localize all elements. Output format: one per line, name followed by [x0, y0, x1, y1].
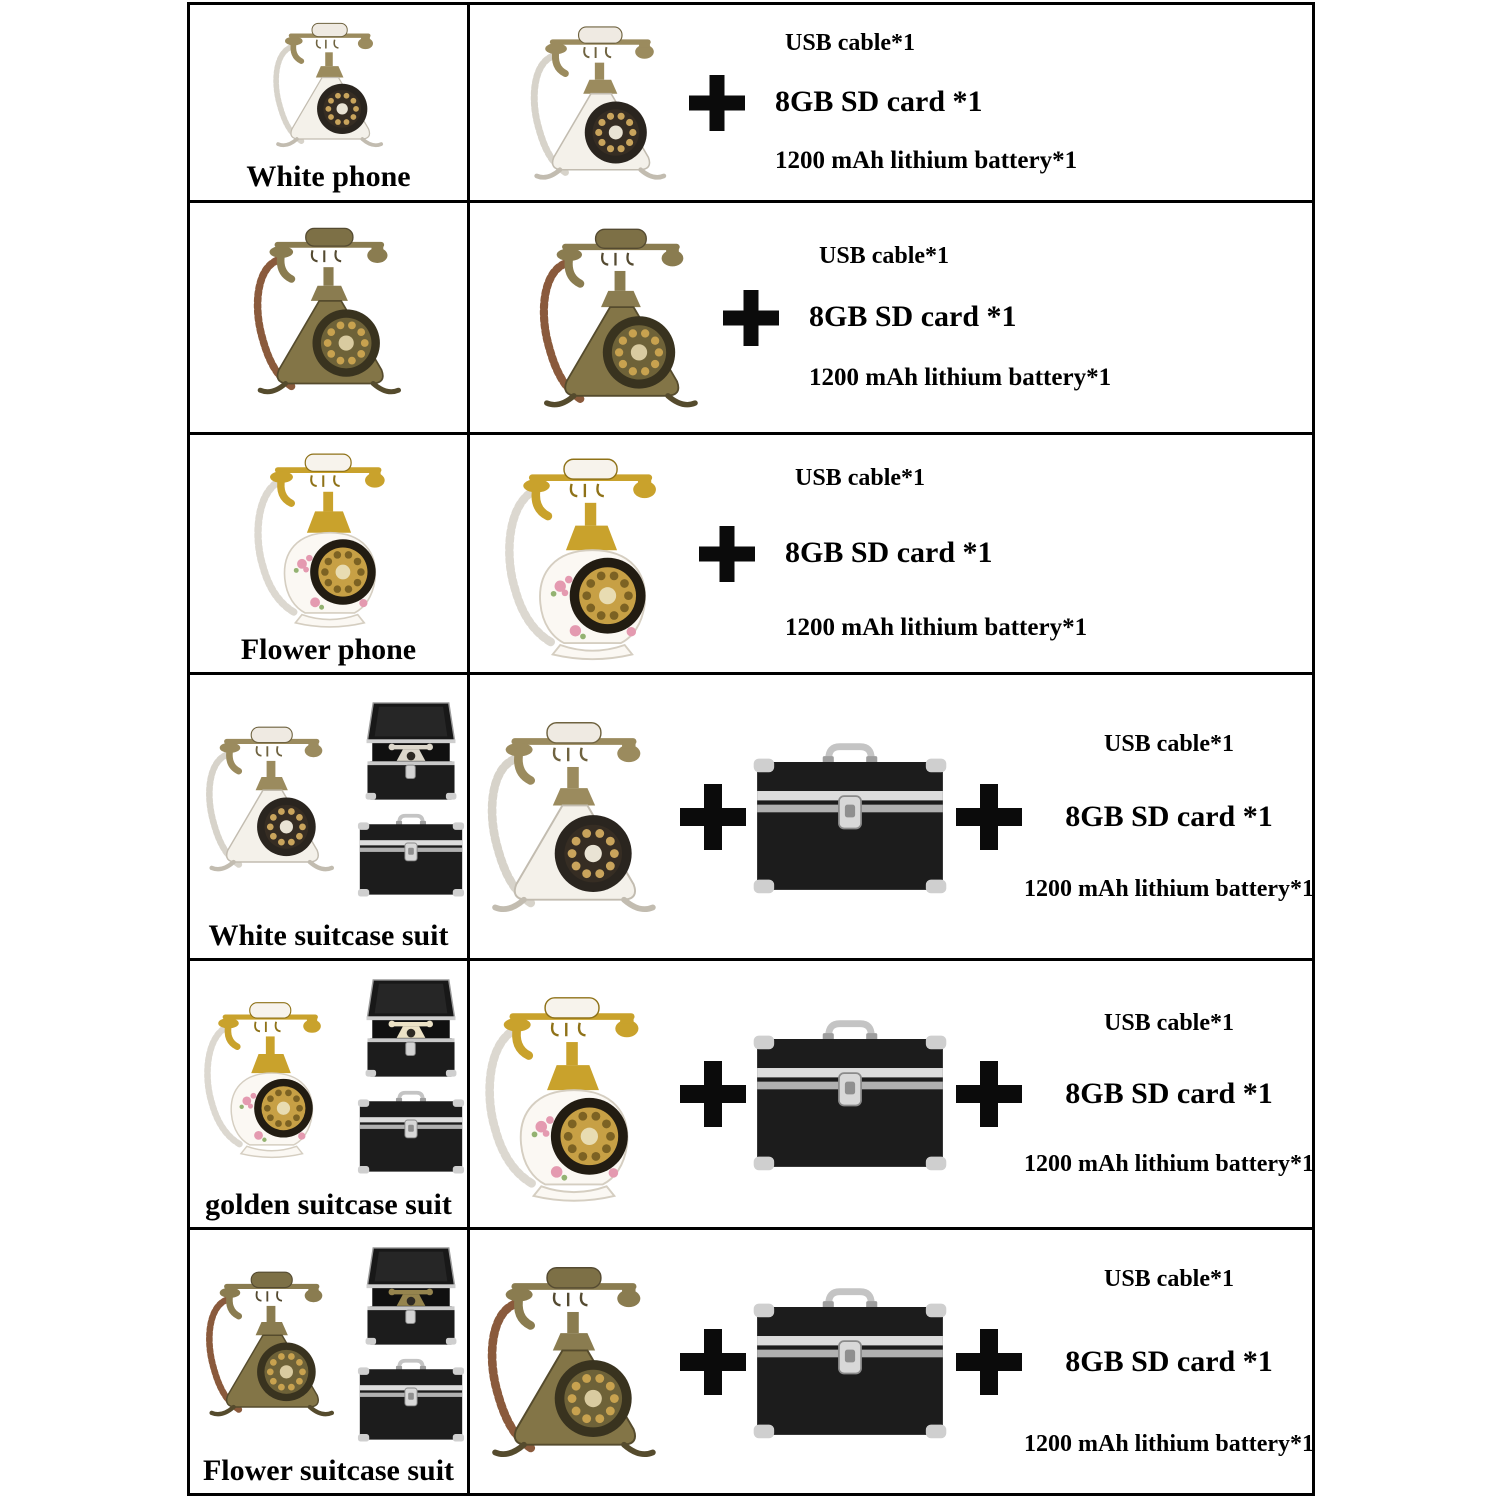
open-suitcase-photo — [356, 977, 466, 1080]
golden-suitcase-contents-cell — [470, 961, 1312, 1227]
bronze-phone-option-cell — [190, 203, 470, 432]
table-row-white-suitcase-suit — [190, 675, 1312, 961]
white-suitcase-contents-cell — [470, 675, 1312, 958]
flower-phone-photo — [472, 982, 674, 1206]
accessory-battery: 1200 mAh lithium battery*1 — [785, 614, 1088, 641]
suit-photo-group — [190, 1237, 467, 1487]
accessory-usb-cable: USB cable*1 — [1103, 1265, 1234, 1292]
white-phone-contents-cell — [470, 5, 1312, 200]
bronze-phone-photo — [240, 213, 417, 409]
suitcase-views — [356, 700, 466, 898]
accessory-list — [785, 465, 1087, 642]
suitcase-views — [356, 1245, 466, 1443]
closed-suitcase-photo — [752, 738, 948, 896]
flower-phone-photo — [194, 991, 348, 1161]
white-phone-photo — [194, 714, 348, 884]
accessory-usb-cable: USB cable*1 — [785, 30, 916, 56]
accessory-battery: 1200 mAh lithium battery*1 — [1024, 1151, 1314, 1177]
accessory-sd-card: 8GB SD card *1 — [1065, 799, 1273, 833]
plus-icon — [699, 526, 755, 582]
accessory-list — [1026, 1010, 1312, 1178]
plus-icon — [680, 1061, 746, 1127]
option-label: Flower suitcase suit — [202, 1453, 455, 1487]
flower-phone-photo — [243, 441, 415, 631]
plus-icon — [680, 784, 746, 850]
white-phone-photo — [518, 13, 681, 193]
plus-icon — [956, 784, 1022, 850]
plus-icon — [723, 290, 779, 346]
open-suitcase-photo — [356, 1245, 466, 1348]
accessory-usb-cable: USB cable*1 — [1103, 1010, 1234, 1036]
golden-suitcase-option-cell — [190, 961, 470, 1227]
accessory-list — [1026, 731, 1312, 903]
plus-icon — [689, 75, 745, 131]
option-label: golden suitcase suit — [205, 1187, 452, 1221]
suitcase-views — [356, 977, 466, 1175]
table-row-white-phone — [190, 5, 1312, 203]
option-label: White suitcase suit — [208, 918, 449, 952]
accessory-battery: 1200 mAh lithium battery*1 — [1024, 875, 1314, 902]
accessory-usb-cable: USB cable*1 — [1103, 730, 1234, 757]
table-row-bronze-phone — [190, 203, 1312, 435]
closed-suitcase-photo — [752, 1283, 948, 1441]
accessory-list — [1026, 1266, 1312, 1458]
accessory-sd-card: 8GB SD card *1 — [809, 300, 1017, 333]
product-table — [187, 2, 1315, 1496]
accessory-list — [809, 243, 1111, 392]
accessory-usb-cable: USB cable*1 — [795, 465, 926, 491]
table-row-flower-phone — [190, 435, 1312, 675]
accessory-battery: 1200 mAh lithium battery*1 — [1024, 1430, 1314, 1457]
open-suitcase-photo — [356, 700, 466, 803]
accessory-sd-card: 8GB SD card *1 — [1065, 1077, 1273, 1110]
plus-icon — [956, 1061, 1022, 1127]
table-row-golden-suitcase-suit — [190, 961, 1312, 1230]
flower-suitcase-option-cell — [190, 1230, 470, 1493]
accessory-sd-card: 8GB SD card *1 — [1065, 1344, 1273, 1378]
white-phone-photo — [263, 12, 395, 158]
closed-suitcase-photo — [357, 1356, 465, 1443]
flower-phone-option-cell — [190, 435, 470, 672]
table-row-flower-suitcase-suit — [190, 1230, 1312, 1493]
closed-suitcase-photo — [752, 1015, 948, 1173]
bronze-phone-contents-cell — [470, 203, 1312, 432]
white-phone-option-cell — [190, 5, 470, 200]
flower-phone-contents-cell — [470, 435, 1312, 672]
accessory-sd-card: 8GB SD card *1 — [775, 85, 983, 118]
accessory-list — [775, 30, 1077, 175]
plus-icon — [680, 1329, 746, 1395]
flower-suitcase-contents-cell — [470, 1230, 1312, 1493]
accessory-battery: 1200 mAh lithium battery*1 — [775, 147, 1078, 174]
option-label: White phone — [246, 160, 411, 194]
bronze-phone-photo — [525, 213, 715, 423]
suit-photo-group — [190, 969, 467, 1219]
accessory-battery: 1200 mAh lithium battery*1 — [809, 364, 1112, 391]
white-phone-photo — [472, 705, 674, 929]
plus-icon — [956, 1329, 1022, 1395]
flower-phone-photo — [492, 444, 691, 664]
option-label: Flower phone — [240, 633, 417, 667]
white-suitcase-option-cell — [190, 675, 470, 958]
accessory-usb-cable: USB cable*1 — [819, 243, 950, 269]
suit-photo-group — [190, 692, 467, 942]
bronze-phone-photo — [472, 1250, 674, 1474]
closed-suitcase-photo — [357, 1088, 465, 1175]
closed-suitcase-photo — [357, 811, 465, 898]
bronze-phone-photo — [194, 1259, 348, 1429]
accessory-sd-card: 8GB SD card *1 — [785, 536, 993, 569]
